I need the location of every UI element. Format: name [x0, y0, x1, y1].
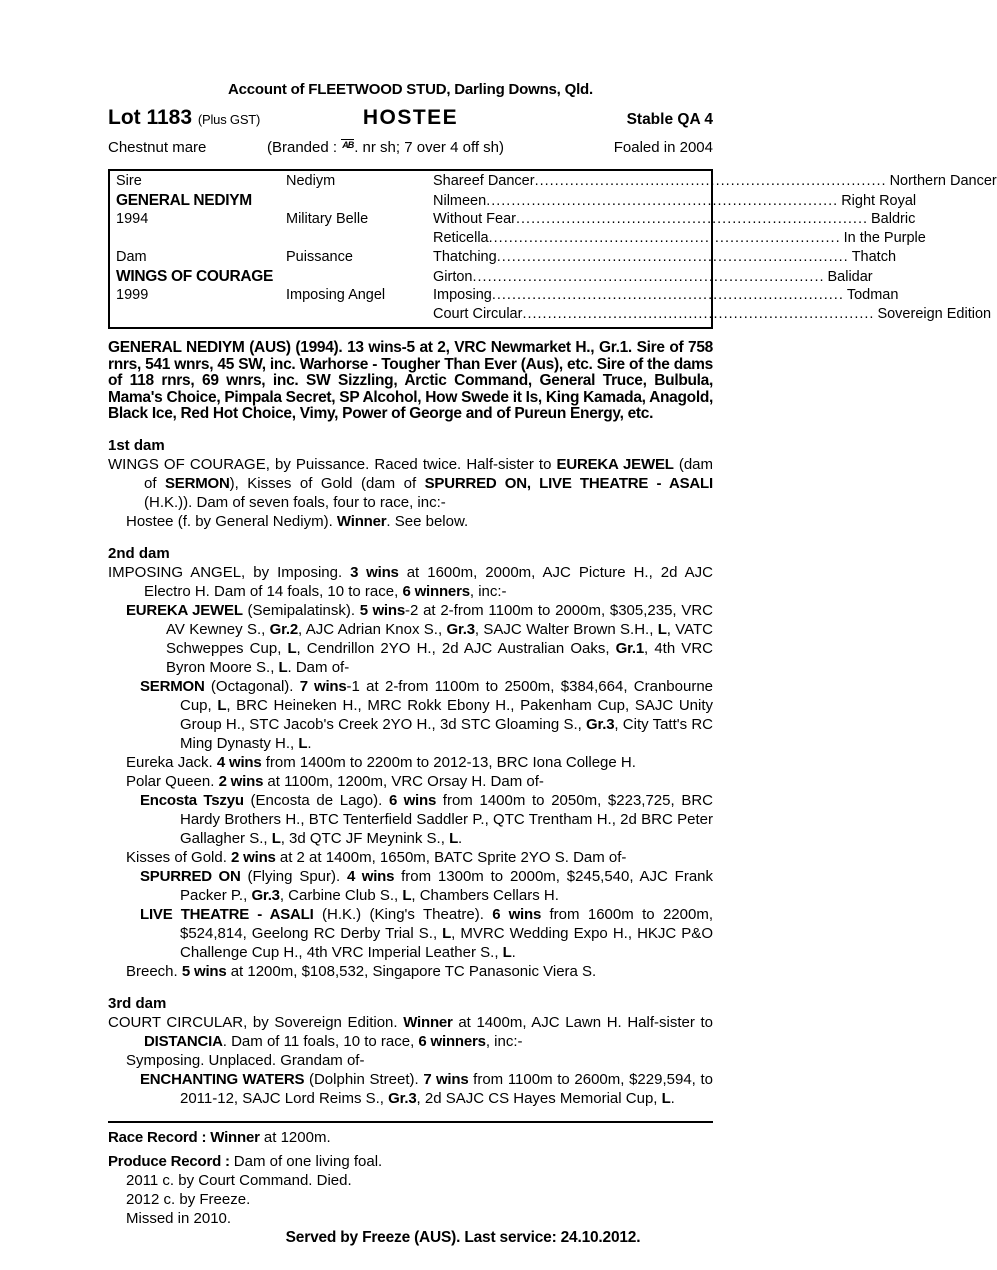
produce-record — [108, 1152, 713, 1171]
text: , Cendrillon 2YO H., 2d AJC Australian Oaks, — [296, 639, 616, 657]
pedigree-row — [116, 267, 873, 286]
bold-text: EUREKA JEWEL — [126, 601, 243, 619]
text: . — [307, 734, 312, 752]
text: at 1200m. — [259, 1128, 331, 1146]
bold-text: EUREKA JEWEL — [556, 455, 674, 473]
bold-text: 6 winners — [418, 1032, 486, 1050]
bold-text: 7 wins — [423, 1070, 469, 1088]
horse-name: HOSTEE — [362, 106, 459, 129]
account-line: Account of FLEETWOOD STUD, Darling Downs, Qld. — [228, 81, 593, 98]
section-1st-dam — [108, 436, 713, 531]
produce-paragraph — [108, 601, 713, 677]
text: from 1400m to 2050m, $223,725, BRC Hardy Brothers H., BTC Tenterfield Saddler P., QTC Trentham H., 2d BRC Peter Gallagher S., — [180, 791, 713, 847]
footer-divider — [108, 1121, 713, 1123]
text: Eureka Jack. — [126, 753, 217, 771]
bold-text: SPURRED ON — [140, 867, 241, 885]
produce-paragraph — [108, 905, 713, 962]
gen3-name: Girton — [433, 269, 473, 285]
text: , 4th VRC Byron Moore S., — [166, 639, 713, 676]
bold-text: L — [657, 620, 667, 638]
text: (Flying Spur). — [240, 867, 347, 885]
dam-paragraph — [108, 455, 713, 512]
gen1-cell: Dam — [116, 249, 147, 265]
produce-paragraph — [108, 772, 713, 791]
text: . — [511, 943, 516, 961]
text: , 3d QTC JF Meynink S., — [280, 829, 450, 847]
text: -2 at 2-from 1100m to 2000m, $305,235, VRC AV Kewney S., — [166, 601, 713, 638]
text: . — [458, 829, 463, 847]
text: Kisses of Gold. — [126, 848, 232, 866]
horse-description: Chestnut mare — [108, 139, 207, 156]
bold-text: 3 wins — [350, 563, 399, 581]
gen3-cell — [433, 286, 898, 305]
gen4-name: Northern Dancer — [889, 173, 997, 189]
gen3-name: Thatching — [433, 249, 497, 265]
bold-text: L — [661, 1089, 671, 1107]
gen3-cell — [433, 268, 873, 287]
section-3rd-dam — [108, 994, 713, 1108]
bold-text: 6 wins — [388, 791, 437, 809]
text: Breech. — [126, 962, 182, 980]
bold-text: L — [217, 696, 227, 714]
text: -1 at 2-from 1100m to 2500m, $384,664, Cranbourne Cup, — [180, 677, 713, 714]
produce-paragraph — [108, 753, 713, 772]
dot-leader — [492, 286, 844, 305]
text: (H.K.)). Dam of seven foals, four to race, inc:- — [144, 493, 446, 511]
bold-text: SERMON — [164, 474, 230, 492]
text: , Carbine Club S., — [279, 886, 403, 904]
dam-heading-3rd: 3rd dam — [108, 994, 167, 1012]
race-record — [108, 1128, 713, 1147]
text: . Dam of 11 foals, 10 to race, — [222, 1032, 419, 1050]
text: Symposing. Unplaced. Grandam of- — [126, 1051, 365, 1069]
text: (Dolphin Street). — [304, 1070, 424, 1088]
bold-text: 7 wins — [299, 677, 347, 695]
text: (Encosta de Lago). — [243, 791, 389, 809]
produce-paragraph — [108, 677, 713, 753]
branded-suffix: . nr sh; 7 over 4 off sh) — [354, 139, 505, 156]
gen4-name: Thatch — [851, 249, 897, 265]
pedigree-row — [116, 191, 917, 210]
stable-number: Stable QA 4 — [626, 111, 713, 128]
branded-prefix: (Branded : — [267, 139, 342, 156]
pedigree-row — [116, 248, 897, 267]
bold-text: L — [298, 734, 308, 752]
text: at 1600m, 2000m, AJC Picture H., 2d AJC Electro H. Dam of 14 foals, 10 to race, — [144, 563, 713, 600]
gen3-name: Court Circular — [433, 306, 523, 322]
gen4-name: Balidar — [827, 269, 873, 285]
text: (Octagonal). — [204, 677, 300, 695]
bold-text: L — [402, 886, 412, 904]
bold-text: L — [287, 639, 297, 657]
bold-text: Gr.3 — [446, 620, 475, 638]
text: , SAJC Walter Brown S.H., — [474, 620, 658, 638]
dot-leader — [497, 248, 849, 267]
gen1-cell: Sire — [116, 173, 142, 189]
brand-mark-icon: AB — [342, 140, 354, 150]
gen1-cell: 1994 — [116, 211, 149, 227]
produce-item: 2011 c. by Court Command. Died. — [126, 1171, 352, 1189]
text: Polar Queen. — [126, 772, 219, 790]
bold-text: Gr.3 — [586, 715, 615, 733]
text: at 1200m, $108,532, Singapore TC Panasonic Viera S. — [226, 962, 597, 980]
dot-leader — [489, 229, 841, 248]
text: COURT CIRCULAR, by Sovereign Edition. — [108, 1013, 404, 1031]
gen3-name: Shareef Dancer — [433, 173, 535, 189]
bold-text: 2 wins — [218, 772, 264, 790]
service-note: Served by Freeze (AUS). Last service: 24.10.2012. — [285, 1228, 641, 1246]
text: , MVRC Wedding Expo H., HKJC P&O Challenge Cup H., 4th VRC Imperial Leather S., — [180, 924, 713, 961]
gen2-cell: Imposing Angel — [286, 287, 386, 303]
foaled-year: Foaled in 2004 — [613, 139, 713, 156]
text: IMPOSING ANGEL, by Imposing. — [108, 563, 351, 581]
text: at 1100m, 1200m, VRC Orsay H. Dam of- — [263, 772, 544, 790]
pedigree-table — [108, 169, 997, 329]
dot-leader — [522, 305, 874, 324]
bold-text: L — [502, 943, 512, 961]
description-row — [108, 138, 713, 157]
gen2-cell: Nediym — [286, 173, 336, 189]
gen3-name: Nilmeen — [433, 193, 487, 209]
bold-text: 6 winners — [402, 582, 470, 600]
gen3-name: Reticella — [433, 230, 489, 246]
pedigree-row — [116, 172, 997, 191]
dot-leader — [535, 172, 887, 191]
gst-note: (Plus GST) — [197, 112, 261, 127]
gen4-name: Todman — [846, 287, 899, 303]
brand-description — [267, 138, 614, 157]
bold-text: Winner — [336, 512, 387, 530]
gen4-name: Baldric — [871, 211, 916, 227]
lot-label: Lot 1183 — [108, 106, 193, 129]
lot-number — [108, 106, 363, 130]
gen3-name: Imposing — [433, 287, 492, 303]
bold-text: Winner — [403, 1013, 453, 1031]
gen3-cell — [433, 248, 896, 267]
produce-item: 2012 c. by Freeze. — [126, 1190, 251, 1208]
dot-leader — [516, 210, 868, 229]
bold-text: Gr.2 — [269, 620, 299, 638]
gen3-cell — [433, 172, 997, 191]
section-2nd-dam — [108, 544, 713, 981]
bold-text: Produce Record : — [108, 1152, 234, 1170]
gen1-cell: 1999 — [116, 287, 149, 303]
lot-row — [108, 106, 713, 130]
text: , inc:- — [485, 1032, 523, 1050]
bold-text: 4 wins — [216, 753, 262, 771]
text: from 1600m to 2200m, $524,814, Geelong RC Derby Trial S., — [180, 905, 713, 942]
text: , VATC Schweppes Cup, — [166, 620, 713, 657]
dam-paragraph — [108, 1013, 713, 1051]
produce-paragraph — [108, 962, 713, 981]
text: at 2 at 1400m, 1650m, BATC Sprite 2YO S. Dam of- — [275, 848, 627, 866]
bold-text: Race Record : Winner — [108, 1128, 260, 1146]
gen2-cell: Puissance — [286, 249, 353, 265]
dot-leader — [473, 268, 825, 287]
bold-text: L — [271, 829, 281, 847]
pedigree-row — [116, 210, 916, 229]
produce-paragraph — [108, 848, 713, 867]
gen4-name: In the Purple — [843, 230, 926, 246]
gen4-name: Sovereign Edition — [877, 306, 992, 322]
bold-text: 5 wins — [181, 962, 227, 980]
pedigree-row — [116, 229, 926, 248]
gen3-cell — [433, 192, 916, 211]
text: (Semipalatinsk). — [242, 601, 360, 619]
text: Dam of one living foal. — [233, 1152, 383, 1170]
dam-heading-2nd: 2nd dam — [108, 544, 170, 562]
bold-text: Encosta Tszyu — [140, 791, 244, 809]
text: , City Tatt's RC Ming Dynasty H., — [180, 715, 713, 752]
dam-heading-1st: 1st dam — [108, 436, 165, 454]
text: from 1400m to 2200m to 2012-13, BRC Iona College H. — [261, 753, 636, 771]
bold-text: L — [278, 658, 288, 676]
gen3-name: Without Fear — [433, 211, 516, 227]
produce-paragraph — [108, 512, 713, 531]
bold-text: 4 wins — [346, 867, 395, 885]
produce-paragraph — [108, 791, 713, 848]
text: (H.K.) (King's Theatre). — [313, 905, 493, 923]
bold-text: ENCHANTING WATERS — [140, 1070, 305, 1088]
gen3-cell — [433, 210, 915, 229]
bold-text: SPURRED ON, LIVE THEATRE - ASALI — [424, 474, 713, 492]
pedigree-row — [116, 286, 899, 305]
text: WINGS OF COURAGE, by Puissance. Raced twice. Half-sister to — [108, 455, 557, 473]
produce-paragraph — [108, 1051, 713, 1070]
produce-item: Missed in 2010. — [126, 1209, 232, 1227]
bold-text: L — [449, 829, 459, 847]
text: , Chambers Cellars H. — [411, 886, 559, 904]
bold-text: Gr.3 — [388, 1089, 417, 1107]
text: from 1300m to 2000m, $245,540, AJC Frank Packer P., — [180, 867, 714, 904]
dam-paragraph — [108, 563, 713, 601]
bold-text: Gr.3 — [251, 886, 280, 904]
text: . — [670, 1089, 675, 1107]
dot-leader — [486, 192, 838, 211]
bold-text: 2 wins — [231, 848, 276, 866]
bold-text: DISTANCIA — [144, 1032, 223, 1050]
gen4-name: Right Royal — [841, 193, 917, 209]
gen2-cell: Military Belle — [286, 211, 369, 227]
dam-name: WINGS OF COURAGE — [116, 268, 274, 285]
pedigree-row — [116, 305, 992, 324]
bold-text: 6 wins — [492, 905, 542, 923]
gen3-cell — [433, 229, 926, 248]
bold-text: LIVE THEATRE - ASALI — [140, 905, 314, 923]
gen3-cell — [433, 305, 991, 324]
bold-text: L — [442, 924, 452, 942]
text: , 2d SAJC CS Hayes Memorial Cup, — [416, 1089, 662, 1107]
produce-paragraph — [108, 867, 713, 905]
text: at 1400m, AJC Lawn H. Half-sister to — [452, 1013, 713, 1031]
text: . See below. — [386, 512, 469, 530]
text: , BRC Heineken H., MRC Rokk Ebony H., Pakenham Cup, SAJC Unity Group H., STC Jacob's Creek 2YO H., 3d STC Gloaming S., — [180, 696, 713, 733]
sire-name: GENERAL NEDIYM — [116, 192, 252, 209]
bold-text: SERMON — [140, 677, 205, 695]
text: , inc:- — [469, 582, 507, 600]
bold-text: Gr.1 — [615, 639, 645, 657]
text: (dam of — [144, 455, 713, 492]
text: Hostee (f. by General Nediym). — [126, 512, 337, 530]
text: ), Kisses of Gold (dam of — [229, 474, 425, 492]
produce-paragraph — [108, 1070, 713, 1108]
text: . Dam of- — [287, 658, 350, 676]
bold-text: 5 wins — [359, 601, 406, 619]
text: from 1100m to 2600m, $229,594, to 2011-12, SAJC Lord Reims S., — [180, 1070, 713, 1107]
text: , AJC Adrian Knox S., — [298, 620, 447, 638]
sire-summary: GENERAL NEDIYM (AUS) (1994). 13 wins-5 at 2, VRC Newmarket H., Gr.1. Sire of 758 rnrs, 541 wnrs, 45 SW, inc. Warhorse - Tougher Than Ever (Aus), etc. Sire of the dams of 118 rnrs, 69 wnrs, inc. SW Sizzling, Arctic Command, General Truce, Bulbula, Mama's Choice, Pimpala Secret, SP Alcohol, How Swede it Is, King Kamada, Anagold, Black Ice, Red Hot Choice, Vimy, Power of George and of Pureun Energy, etc. — [108, 339, 713, 422]
